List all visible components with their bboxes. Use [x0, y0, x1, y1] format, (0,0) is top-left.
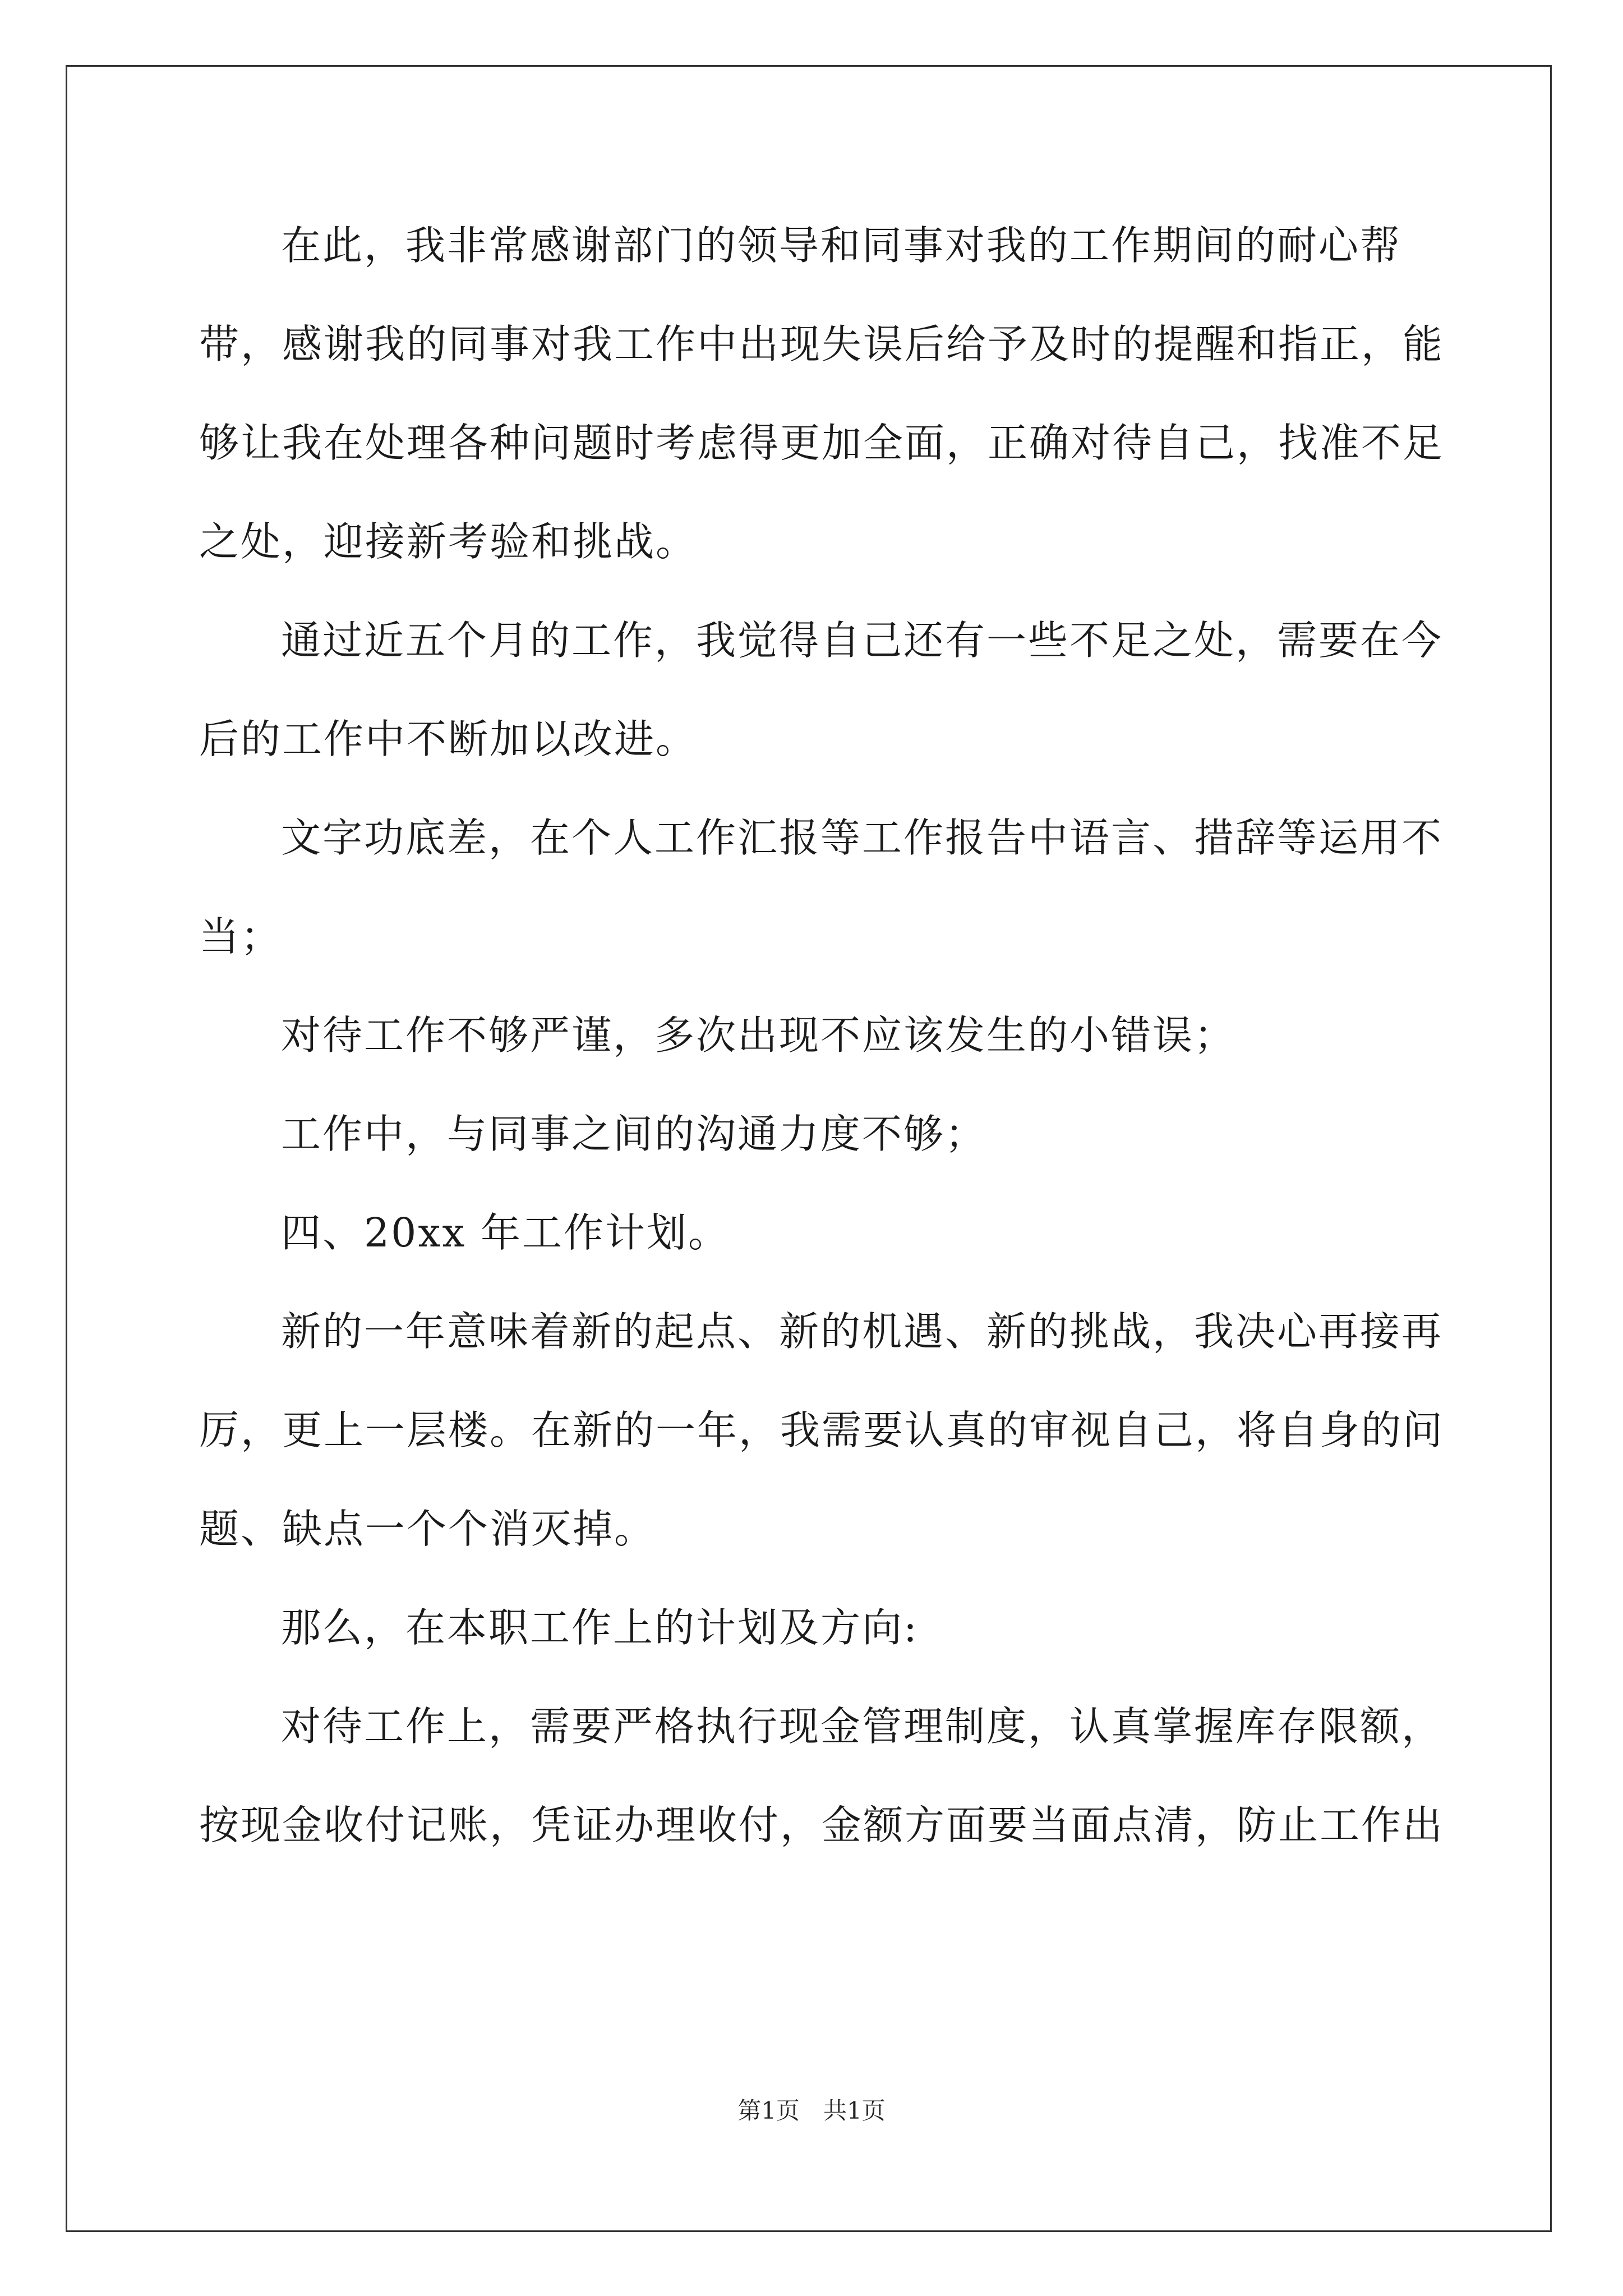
document-body	[199, 196, 1455, 1875]
paragraph-3: 文字功底差，在个人工作汇报等工作报告中语言、措辞等运用不当；	[199, 815, 1444, 960]
paragraph-9: 对待工作上，需要严格执行现金管理制度，认真掌握库存限额，按现金收付记账，凭证办理收付，金额方面要当面点清，防止工作出	[199, 1703, 1445, 1848]
paragraph-1: 在此，我非常感谢部门的领导和同事对我的工作期间的耐心帮带，感谢我的同事对我工作中出现失误后给予及时的提醒和指正，能够让我在处理各种问题时考虑得更加全面，正确对待自己，找准不足之处，迎接新考验和挑战。	[199, 222, 1445, 565]
paragraph-8: 那么，在本职工作上的计划及方向:	[281, 1604, 919, 1651]
section-heading-plan: 四、20xx 年工作计划。	[281, 1209, 730, 1256]
page-number-footer: 第1页 共1页	[737, 2097, 886, 2124]
paragraph-2: 通过近五个月的工作，我觉得自己还有一些不足之处，需要在今后的工作中不断加以改进。	[199, 617, 1444, 762]
paragraph-4: 对待工作不够严谨，多次出现不应该发生的小错误；	[281, 1012, 1236, 1059]
paragraph-5: 工作中，与同事之间的沟通力度不够；	[281, 1111, 987, 1157]
paragraph-7: 新的一年意味着新的起点、新的机遇、新的挑战，我决心再接再厉，更上一层楼。在新的一年，我需要认真的审视自己，将自身的问题、缺点一个个消灭掉。	[199, 1308, 1445, 1552]
